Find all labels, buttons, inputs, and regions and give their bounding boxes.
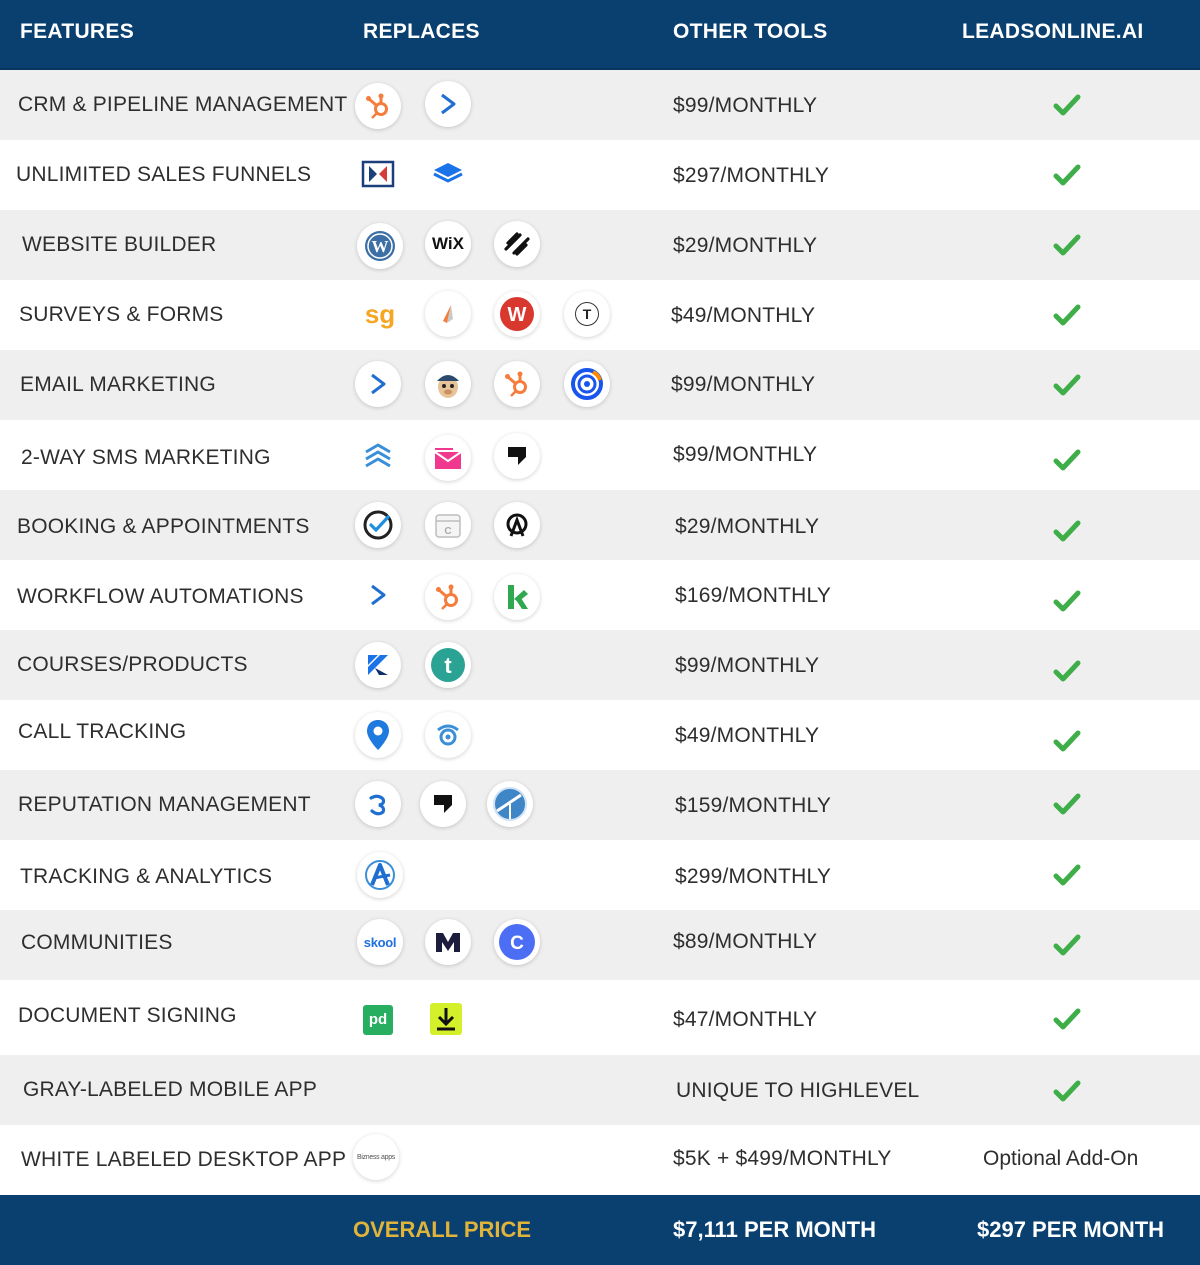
other-tools-price: $89/MONTHLY: [673, 930, 818, 953]
check-icon: [1053, 373, 1081, 397]
table-row: [0, 70, 1200, 140]
leadpages-icon: [425, 151, 471, 197]
analytics-a-icon: [357, 852, 403, 898]
checkmark-circle-icon: [355, 502, 401, 548]
mailchimp-icon: [425, 361, 471, 407]
overall-price-footer: [0, 1195, 1200, 1265]
other-tools-price: $169/MONTHLY: [675, 584, 832, 607]
feature-label: 2-WAY SMS MARKETING: [21, 446, 271, 469]
typeform-icon: [564, 291, 610, 337]
feature-label: BOOKING & APPOINTMENTS: [17, 515, 310, 538]
check-icon: [1053, 933, 1081, 957]
pandadoc-icon: [355, 997, 401, 1043]
skool-text: skool: [363, 934, 397, 950]
wufoo-letter: W: [507, 304, 527, 326]
hubspot-icon: [425, 574, 471, 620]
constant-contact-icon: [564, 361, 610, 407]
typeform-letter: T: [575, 302, 599, 326]
check-icon: [1053, 1079, 1081, 1103]
bizness-apps-text: Bizness apps: [356, 1153, 396, 1161]
feature-label: CALL TRACKING: [18, 720, 187, 743]
svg-text:C: C: [444, 526, 452, 537]
yext-icon: [487, 781, 533, 827]
table-row: [0, 980, 1200, 1055]
check-icon: [1053, 448, 1081, 472]
table-row: [0, 210, 1200, 280]
keap-icon: [494, 574, 540, 620]
other-tools-price: $99/MONTHLY: [673, 94, 818, 117]
optional-add-on-label: Optional Add-On: [983, 1147, 1139, 1170]
kajabi-icon: [355, 642, 401, 688]
feature-label: COURSES/PRODUCTS: [17, 653, 248, 676]
circle-icon: [494, 919, 540, 965]
hubspot-icon: [355, 83, 401, 129]
other-tools-price: UNIQUE TO HIGHLEVEL: [676, 1079, 920, 1102]
mighty-icon: [425, 919, 471, 965]
table-row: [0, 350, 1200, 420]
feature-label: SURVEYS & FORMS: [19, 303, 224, 326]
phone-ring-icon: [425, 712, 471, 758]
check-icon: [1053, 1007, 1081, 1031]
wordpress-icon: [357, 223, 403, 269]
other-tools-price: $49/MONTHLY: [671, 304, 816, 327]
other-tools-price: $299/MONTHLY: [675, 865, 832, 888]
birdeye-icon: [355, 781, 401, 827]
wufoo-icon: [494, 291, 540, 337]
feature-label: REPUTATION MANAGEMENT: [18, 793, 311, 816]
other-tools-price: $99/MONTHLY: [673, 443, 818, 466]
table-header: [0, 0, 1200, 70]
jotform-icon: [425, 291, 471, 337]
squarespace-icon: [494, 221, 540, 267]
check-icon: [1053, 659, 1081, 683]
calendar-icon: [425, 502, 471, 548]
table-row: [0, 1125, 1200, 1195]
table-row: [0, 490, 1200, 560]
feature-label: DOCUMENT SIGNING: [18, 1004, 237, 1027]
clickfunnels-icon: [355, 151, 401, 197]
wix-icon: WiX: [425, 221, 471, 267]
check-icon: [1053, 863, 1081, 887]
download-icon: [423, 996, 469, 1042]
activecampaign-icon: [355, 361, 401, 407]
circle-letter: C: [510, 933, 524, 954]
check-icon: [1053, 163, 1081, 187]
other-tools-price: $47/MONTHLY: [673, 1008, 818, 1031]
check-icon: [1053, 519, 1081, 543]
layered-chevrons-icon: [355, 433, 401, 479]
sms-mail-icon: [425, 435, 471, 481]
callrail-pin-icon: [355, 712, 401, 758]
other-tools-price: $29/MONTHLY: [675, 515, 820, 538]
activecampaign-icon: [425, 81, 471, 127]
check-icon: [1053, 729, 1081, 753]
svg-text:W: W: [371, 237, 389, 256]
check-icon: [1053, 233, 1081, 257]
table-row: [0, 1055, 1200, 1125]
header-leadsonline: LEADSONLINE.AI: [962, 20, 1144, 43]
feature-label: WEBSITE BUILDER: [22, 233, 217, 256]
other-tools-price: $159/MONTHLY: [675, 794, 832, 817]
feature-label: UNLIMITED SALES FUNNELS: [16, 163, 312, 186]
table-row: [0, 840, 1200, 910]
table-row: [0, 560, 1200, 630]
feature-label: GRAY-LABELED MOBILE APP: [23, 1078, 318, 1101]
check-icon: [1053, 93, 1081, 117]
header-other-tools: OTHER TOOLS: [673, 20, 828, 43]
table-row: [0, 140, 1200, 210]
feature-label: WHITE LABELED DESKTOP APP: [21, 1148, 347, 1171]
feature-label: TRACKING & ANALYTICS: [20, 865, 273, 888]
check-icon: [1053, 303, 1081, 327]
activecampaign-icon: [355, 572, 401, 618]
table-row: [0, 910, 1200, 980]
table-row: [0, 280, 1200, 350]
table-row: [0, 630, 1200, 700]
skool-icon: [357, 919, 403, 965]
other-tools-price: $297/MONTHLY: [673, 164, 830, 187]
check-icon: [1053, 589, 1081, 613]
other-tools-total: $7,111 PER MONTH: [673, 1217, 876, 1242]
other-tools-price: $49/MONTHLY: [675, 724, 820, 747]
bizness-apps-icon: [353, 1134, 399, 1180]
table-row: [0, 700, 1200, 770]
check-icon: [1053, 792, 1081, 816]
hubspot-icon: [494, 361, 540, 407]
overall-price-label: OVERALL PRICE: [353, 1217, 532, 1242]
podium-icon: [494, 433, 540, 479]
other-tools-price: $29/MONTHLY: [673, 234, 818, 257]
table-row: [0, 770, 1200, 840]
surveygizmo-icon: [357, 291, 403, 337]
header-features: FEATURES: [20, 20, 135, 43]
podium-icon: [420, 781, 466, 827]
surveygizmo-text: sg: [364, 298, 396, 329]
teachable-icon: [425, 642, 471, 688]
feature-label: CRM & PIPELINE MANAGEMENT: [18, 93, 348, 116]
teachable-letter: t: [444, 653, 452, 678]
acuity-icon: [494, 502, 540, 548]
other-tools-price: $5K + $499/MONTHLY: [673, 1147, 892, 1170]
leadsonline-total: $297 PER MONTH: [977, 1217, 1165, 1242]
feature-label: WORKFLOW AUTOMATIONS: [17, 585, 304, 608]
header-replaces: REPLACES: [363, 20, 480, 43]
other-tools-price: $99/MONTHLY: [671, 373, 816, 396]
feature-label: EMAIL MARKETING: [20, 373, 216, 396]
feature-label: COMMUNITIES: [21, 931, 173, 954]
table-row: [0, 420, 1200, 490]
other-tools-price: $99/MONTHLY: [675, 654, 820, 677]
pandadoc-text: pd: [363, 1005, 393, 1035]
